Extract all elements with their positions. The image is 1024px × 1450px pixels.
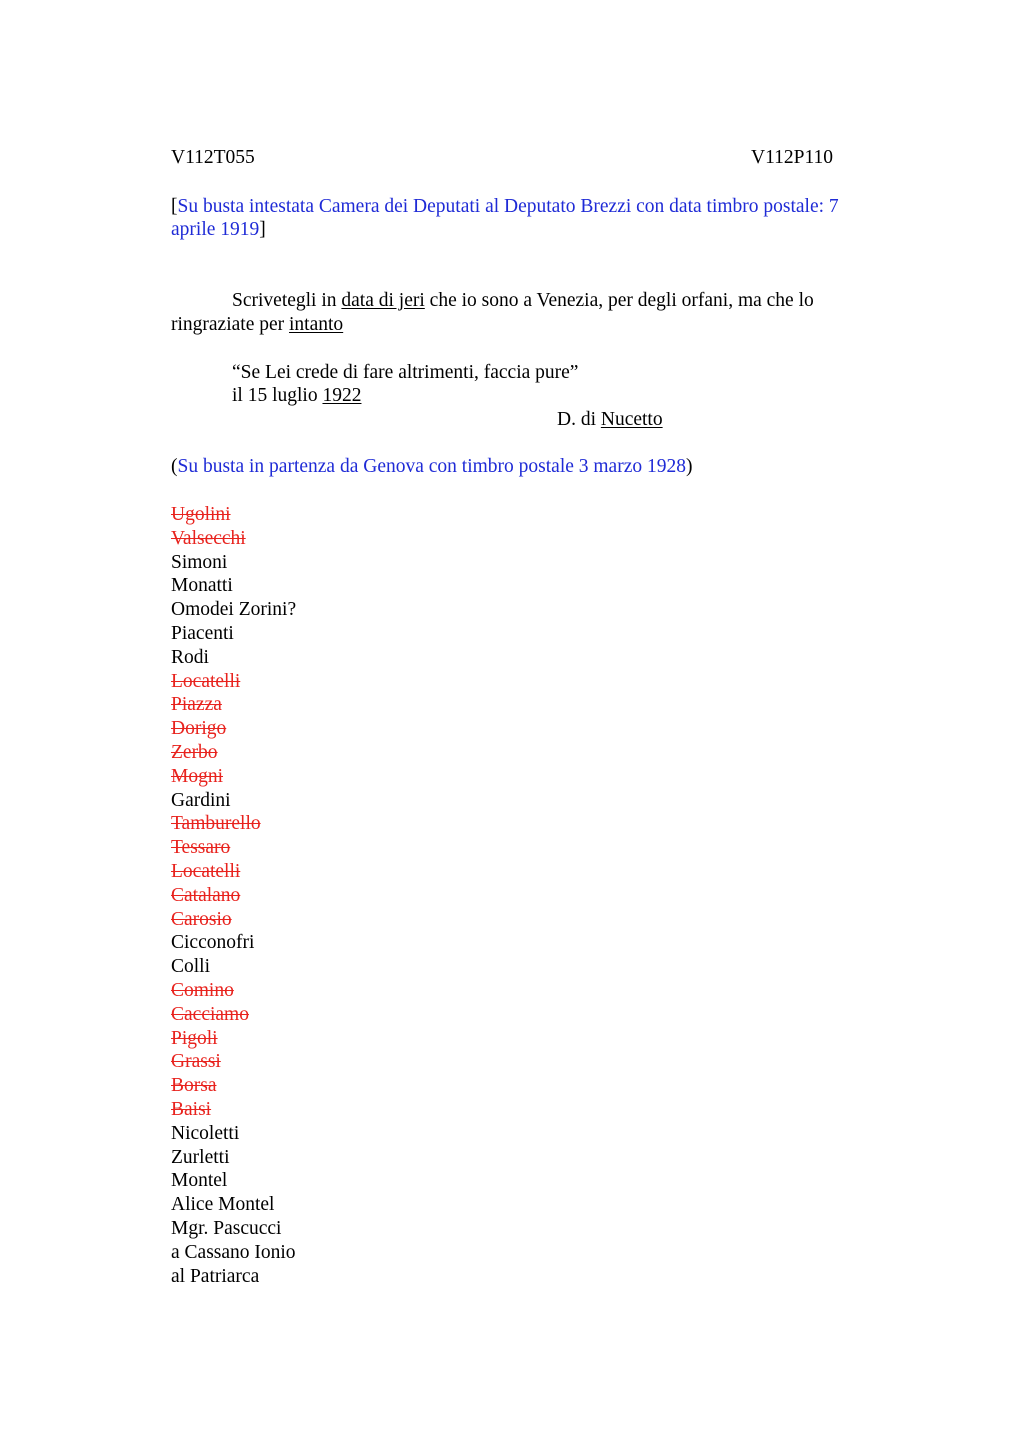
- list-item: Gardini: [171, 789, 231, 811]
- list-item: Zurletti: [171, 1146, 230, 1168]
- paragraph-text: ringraziate per: [171, 314, 290, 335]
- struck-name: Zerbo: [171, 741, 218, 763]
- underlined-phrase: data di jeri: [341, 290, 425, 311]
- envelope-note-1-text: Su busta intestata Camera dei Deputati al Deputato Brezzi con data timbro postale: 7: [177, 196, 839, 217]
- list-item: Omodei Zorini?: [171, 599, 297, 621]
- struck-name: Piazza: [171, 694, 222, 716]
- struck-name: Valsecchi: [171, 527, 246, 549]
- list-item: Mgr. Pascucci: [171, 1217, 282, 1239]
- names-list: [171, 503, 296, 1288]
- list-item: Nicoletti: [171, 1122, 240, 1144]
- struck-name: Locatelli: [171, 860, 241, 882]
- date-prefix: il 15 luglio: [232, 385, 323, 406]
- underlined-word: intanto: [289, 314, 344, 335]
- list-item: Rodi: [171, 646, 209, 668]
- list-item: al Patriarca: [171, 1265, 260, 1287]
- struck-name: Ugolini: [171, 504, 231, 525]
- struck-name: Dorigo: [171, 718, 227, 740]
- struck-name: Borsa: [171, 1075, 217, 1097]
- signature-name: Nucetto: [600, 409, 663, 430]
- list-item: Cicconofri: [171, 932, 255, 954]
- paragraph-text: Scrivetegli in: [232, 290, 342, 311]
- bracket-close: ]: [259, 219, 266, 240]
- struck-name: Tamburello: [171, 813, 261, 835]
- struck-name: Catalano: [171, 884, 241, 906]
- struck-name: Baisi: [171, 1098, 212, 1120]
- paren-open: (: [171, 456, 178, 477]
- paragraph-line1: [232, 289, 814, 313]
- struck-name: Grassi: [171, 1051, 221, 1073]
- envelope-note-1-line1: [171, 195, 839, 219]
- list-item: Montel: [171, 1170, 228, 1192]
- struck-name: Cacciamo: [171, 1003, 249, 1025]
- list-item: a Cassano Ionio: [171, 1241, 296, 1263]
- struck-name: Mogni: [171, 765, 224, 787]
- paragraph-line2: [171, 313, 343, 337]
- quote-text: “Se Lei crede di fare altrimenti, faccia pure”: [232, 362, 579, 383]
- right-code: V112P110: [751, 147, 833, 168]
- signature-prefix: D. di: [557, 409, 601, 430]
- struck-name: Pigoli: [171, 1027, 218, 1049]
- struck-name: Locatelli: [171, 670, 241, 692]
- list-item: Colli: [171, 956, 211, 978]
- bracket-open: [: [171, 196, 178, 217]
- struck-name: Tessaro: [171, 837, 231, 859]
- paren-close: ): [686, 456, 693, 477]
- list-item: Simoni: [171, 551, 228, 573]
- signature: [557, 408, 663, 432]
- envelope-note-1-line2: [171, 218, 266, 242]
- envelope-note-2-text: Su busta in partenza da Genova con timbro postale 3 marzo 1928: [177, 456, 686, 477]
- envelope-note-1-text-cont: aprile 1919: [171, 219, 260, 240]
- list-item: Piacenti: [171, 622, 234, 644]
- struck-name: Comino: [171, 979, 234, 1001]
- date-year: 1922: [322, 385, 362, 406]
- envelope-note-2: [171, 455, 693, 479]
- left-code: V112T055: [171, 147, 255, 168]
- list-item: Monatti: [171, 575, 233, 597]
- quote-date: [232, 384, 361, 408]
- list-item: Alice Montel: [171, 1194, 275, 1216]
- struck-name: Carosio: [171, 908, 232, 930]
- paragraph-text: che io sono a Venezia, per degli orfani, ma che lo: [424, 290, 814, 311]
